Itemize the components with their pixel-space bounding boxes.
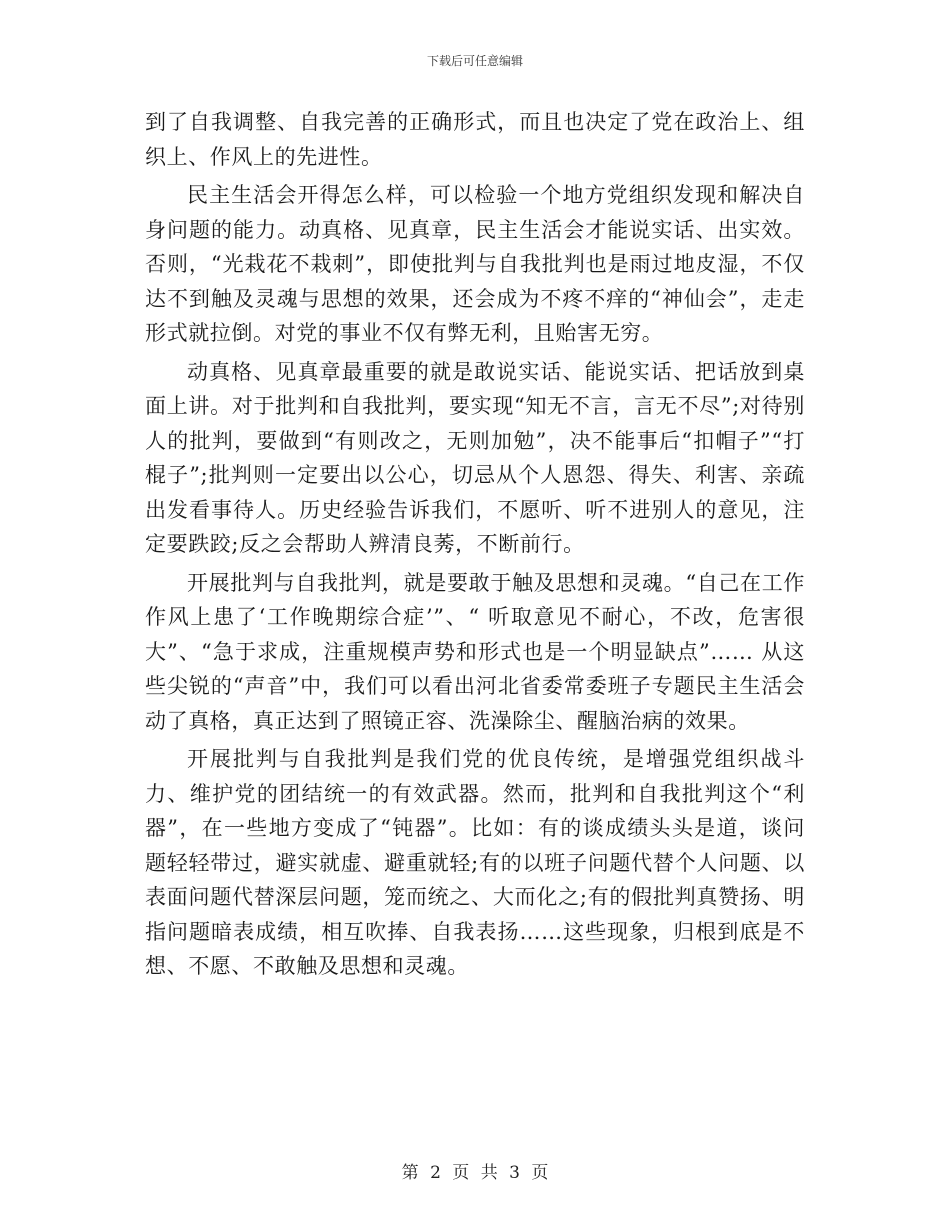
paragraph: 开展批判与自我批判是我们党的优良传统，是增强党组织战斗力、维护党的团结统一的有效武器。然而，批判和自我批判这个“利器”，在一些地方变成了“钝器”。比如：有的谈成绩头头是道，谈问题轻轻带过，避实就虚、避重就轻;有的以班子问题代替个人问题、以表面问题代替深层问题，笼而统之、大而化之;有的假批判真赞扬、明指问题暗表成绩，相互吹捧、自我表扬……这些现象，归根到底是不想、不愿、不敢触及思想和灵魂。 bbox=[145, 747, 805, 978]
document-body bbox=[145, 105, 805, 988]
paragraph: 动真格、见真章最重要的就是敢说实话、能说实话、把话放到桌面上讲。对于批判和自我批判，要实现“知无不言，言无不尽”;对待别人的批判，要做到“有则改之，无则加勉”，决不能事后“扣帽子”“打棍子”;批判则一定要出以公心，切忌从个人恩怨、得失、利害、亲疏出发看事待人。历史经验告诉我们，不愿听、听不进别人的意见，注定要跌跤;反之会帮助人辨清良莠，不断前行。 bbox=[145, 359, 805, 556]
paragraph: 民主生活会开得怎么样，可以检验一个地方党组织发现和解决自身问题的能力。动真格、见真章，民主生活会才能说实话、出实效。否则，“光栽花不栽刺”，即使批判与自我批判也是雨过地皮湿，不仅达不到触及灵魂与思想的效果，还会成为不疼不痒的“神仙会”，走走形式就拉倒。对党的事业不仅有弊无利，且贻害无穷。 bbox=[145, 183, 805, 345]
paragraph: 开展批判与自我批判，就是要敢于触及思想和灵魂。“自己在工作作风上患了‘工作晚期综合症’”、“ 听取意见不耐心，不改，危害很大”、“急于求成，注重规模声势和形式也是一个明显缺点”…… 从这些尖锐的“声音”中，我们可以看出河北省委常委班子专题民主生活会动了真格，真正达到了照镜正容、洗澡除尘、醒脑治病的效果。 bbox=[145, 570, 805, 733]
page-header: 下载后可任意编辑 bbox=[426, 54, 523, 68]
paragraph-continuation: 到了自我调整、自我完善的正确形式，而且也决定了党在政治上、组织上、作风上的先进性。 bbox=[145, 110, 805, 169]
page-number-footer: 第 2 页 共 3 页 bbox=[401, 1163, 549, 1183]
